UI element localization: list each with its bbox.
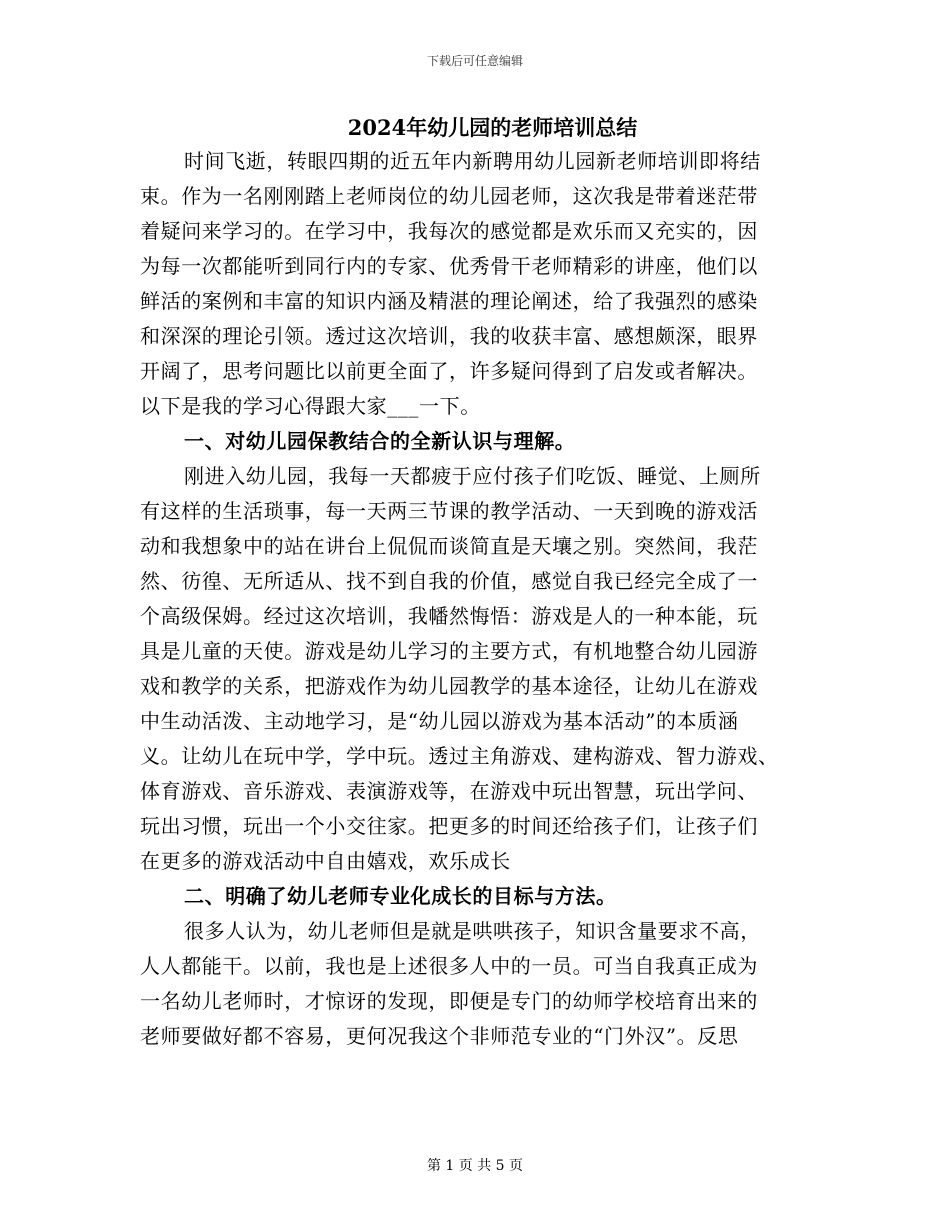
text-line: 具是儿童的天使。游戏是幼儿学习的主要方式，有机地整合幼儿园游 xyxy=(140,639,758,663)
text-line: 人人都能干。以前，我也是上述很多人中的一员。可当自我真正成为 xyxy=(140,954,758,978)
text-line: 着疑问来学习的。在学习中，我每次的感觉都是欢乐而又充实的，因 xyxy=(140,219,758,243)
document-title: 2024年幼儿园的老师培训总结 xyxy=(347,115,638,140)
text-line: 很多人认为，幼儿老师但是就是哄哄孩子，知识含量要求不高， xyxy=(184,919,761,943)
section-heading-2: 二、明确了幼儿老师专业化成长的目标与方法。 xyxy=(184,884,617,908)
text-line: 刚进入幼儿园，我每一天都疲于应付孩子们吃饭、睡觉、上厕所 xyxy=(184,464,761,488)
text-line: 个高级保姆。经过这次培训，我幡然悔悟：游戏是人的一种本能，玩 xyxy=(140,604,758,628)
paragraph-section-1 xyxy=(140,459,805,879)
paragraph-section-2 xyxy=(140,914,805,1054)
text-line: 时间飞逝，转眼四期的近五年内新聘用幼儿园新老师培训即将结 xyxy=(184,149,761,173)
text-line: 义。让幼儿在玩中学，学中玩。透过主角游戏、建构游戏、智力游戏、 xyxy=(140,744,779,768)
text-line: 开阔了，思考问题比以前更全面了，许多疑问得到了启发或者解决。 xyxy=(140,359,758,383)
text-line: 在更多的游戏活动中自由嬉戏，欢乐成长 xyxy=(140,849,511,873)
text-line: 束。作为一名刚刚踏上老师岗位的幼儿园老师，这次我是带着迷茫带 xyxy=(140,184,758,208)
section-heading-1: 一、对幼儿园保教结合的全新认识与理解。 xyxy=(184,429,576,453)
text-line: 玩出习惯，玩出一个小交往家。把更多的时间还给孩子们，让孩子们 xyxy=(140,814,758,838)
text-line: 中生动活泼、主动地学习，是“幼儿园以游戏为基本活动”的本质涵 xyxy=(140,709,739,733)
paragraph-intro xyxy=(140,144,805,424)
text-line: 鲜活的案例和丰富的知识内涵及精湛的理论阐述，给了我强烈的感染 xyxy=(140,289,758,313)
page-number: 第 1 页 共 5 页 xyxy=(426,1158,524,1174)
text-line: 以下是我的学习心得跟大家___一下。 xyxy=(140,394,481,418)
text-line: 和深深的理论引领。透过这次培训，我的收获丰富、感想颇深，眼界 xyxy=(140,324,758,348)
text-line: 体育游戏、音乐游戏、表演游戏等，在游戏中玩出智慧，玩出学问、 xyxy=(140,779,758,803)
document-body xyxy=(140,112,805,1054)
text-line: 然、彷徨、无所适从、找不到自我的价值，感觉自我已经完全成了一 xyxy=(140,569,758,593)
text-line: 老师要做好都不容易，更何况我这个非师范专业的“门外汉”。反思 xyxy=(140,1024,739,1048)
page-header-note: 下载后可任意编辑 xyxy=(426,54,523,68)
text-line: 动和我想象中的站在讲台上侃侃而谈简直是天壤之别。突然间，我茫 xyxy=(140,534,758,558)
text-line: 戏和教学的关系，把游戏作为幼儿园教学的基本途径，让幼儿在游戏 xyxy=(140,674,758,698)
text-line: 一名幼儿老师时，才惊讶的发现，即便是专门的幼师学校培育出来的 xyxy=(140,989,758,1013)
text-line: 有这样的生活琐事，每一天两三节课的教学活动、一天到晚的游戏活 xyxy=(140,499,758,523)
text-line: 为每一次都能听到同行内的专家、优秀骨干老师精彩的讲座，他们以 xyxy=(140,254,758,278)
